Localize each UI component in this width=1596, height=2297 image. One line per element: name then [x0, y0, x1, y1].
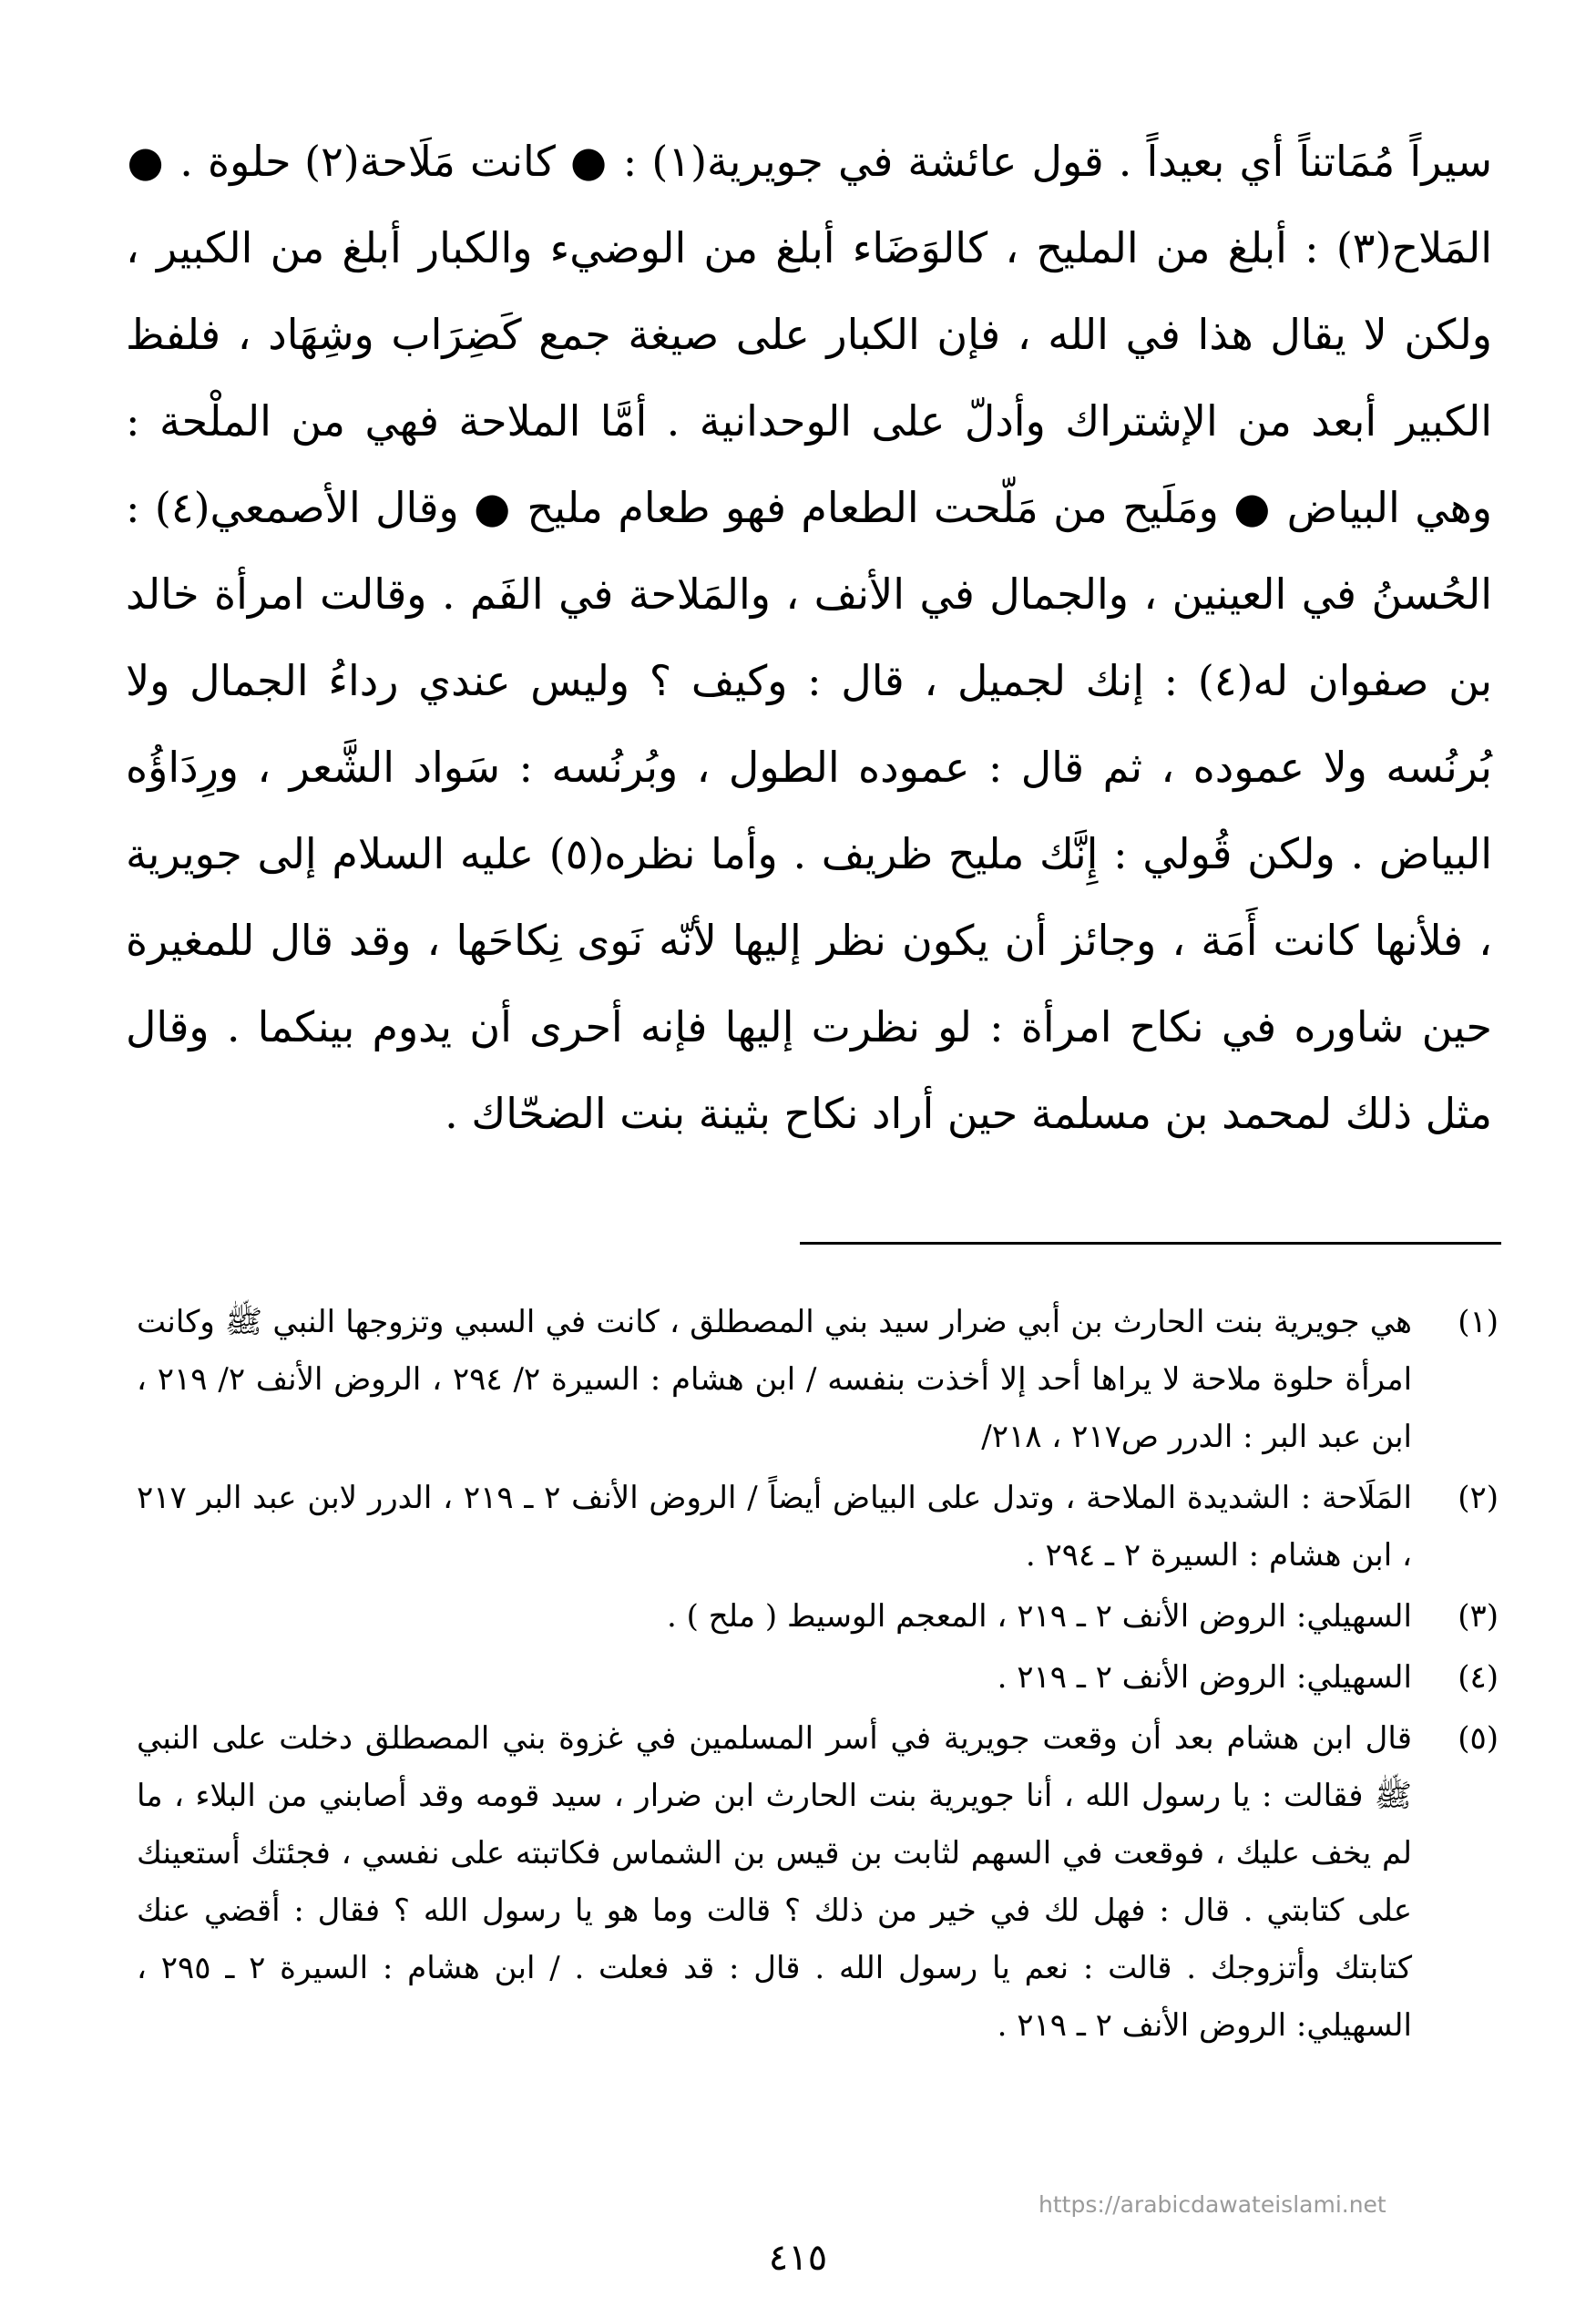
footnote-number: (١): [1458, 1304, 1499, 1340]
footnote-2: [137, 1470, 1499, 1584]
footnote-text: قال ابن هشام بعد أن وقعت جويرية في أسر المسلمين في غزوة بني المصطلق دخلت على النبي ﷺ فقالت : يا رسول الله ، أنا جويرية بنت الحارث ابن ضرار ، سيد قومه وقد أصابني من البلاء ، ما لم يخف عليك ، فوقعت في السهم لثابت بن قيس بن الشماس فكاتبته على نفسي ، فجئتك أستعينك على كتابتي . قال : فهل لك في خير من ذلك ؟ قالت وما هو يا رسول الله ؟ فقال : أقضي عنك كتابتك وأتزوجك . قالت : نعم يا رسول الله . قال : قد فعلت . / ابن هشام : السيرة ٢ ـ ٢٩٥ ، السهيلي: الروض الأنف ٢ ـ ٢١٩ .: [137, 1720, 1413, 2044]
footnote-number: (٤): [1458, 1659, 1499, 1696]
footnote-number: (٣): [1458, 1598, 1499, 1635]
footnote-4: [137, 1649, 1499, 1707]
footnote-number: (٢): [1458, 1480, 1499, 1516]
watermark-url: https://arabicdawateislami.net: [1038, 2191, 1386, 2218]
footnote-1: [137, 1294, 1499, 1466]
footnote-text: السهيلي: الروض الأنف ٢ ـ ٢١٩ ، المعجم الوسيط ( ملح ) .: [667, 1598, 1412, 1635]
footnote-divider: [800, 1242, 1501, 1245]
footnote-text: السهيلي: الروض الأنف ٢ ـ ٢١٩ .: [997, 1659, 1412, 1696]
page-number: ٤١٥: [768, 2237, 828, 2279]
footnote-text: هي جويرية بنت الحارث بن أبي ضرار سيد بني المصطلق ، كانت في السبي وتزوجها النبي ﷺ وكانت امرأة حلوة ملاحة لا يراها أحد إلا أخذت بنفسه / ابن هشام : السيرة ٢/ ٢٩٤ ، الروض الأنف ٢/ ٢١٩ ، ابن عبد البر : الدرر ص٢١٧ ، ٢١٨/: [137, 1304, 1413, 1455]
footnote-text: المَلَاحة : الشديدة الملاحة ، وتدل على البياض أيضاً / الروض الأنف ٢ ـ ٢١٩ ، الدرر لابن عبد البر ٢١٧ ، ابن هشام : السيرة ٢ ـ ٢٩٤ .: [137, 1480, 1412, 1574]
footnote-5: [137, 1710, 1499, 2055]
main-text-block: [126, 118, 1492, 1157]
footnotes-section: [137, 1294, 1499, 2058]
main-paragraph: سيراً مُمَاتناً أي بعيداً . قول عائشة في جويرية(١) : ● كانت مَلَاحة(٢) حلوة . ● المَلاح(٣) : أبلغ من المليح ، كالوَضَاء أبلغ من الوضيء والكبار أبلغ من الكبير ، ولكن لا يقال هذا في الله ، فإن الكبار على صيغة جمع كَضِرَاب وشِهَاد ، فلفظ الكبير أبعد من الإشتراك وأدلّ على الوحدانية . أمَّا الملاحة فهي من الملْحة : وهي البياض ● ومَلَيح من مَلّحت الطعام فهو طعام مليح ● وقال الأصمعي(٤) : الحُسنُ في العينين ، والجمال في الأنف ، والمَلاحة في الفَم . وقالت امرأة خالد بن صفوان له(٤) : إنك لجميل ، قال : وكيف ؟ وليس عندي رداءُ الجمال ولا بُرنُسه ولا عموده ، ثم قال : عموده الطول ، وبُرنُسه : سَواد الشَّعر ، ورِدَاؤُه البياض . ولكن قُولي : إِنَّك مليح ظريف . وأما نظره(٥) عليه السلام إلى جويرية ، فلأنها كانت أَمَة ، وجائز أن يكون نظر إليها لأنّه نَوى نِكاحَها ، وقد قال للمغيرة حين شاوره في نكاح امرأة : لو نظرت إليها فإنه أحرى أن يدوم بينكما . وقال مثل ذلك لمحمد بن مسلمة حين أراد نكاح بثينة بنت الضحّاك .: [126, 137, 1492, 1138]
footnote-number: (٥): [1458, 1720, 1499, 1757]
footnote-3: [137, 1588, 1499, 1646]
